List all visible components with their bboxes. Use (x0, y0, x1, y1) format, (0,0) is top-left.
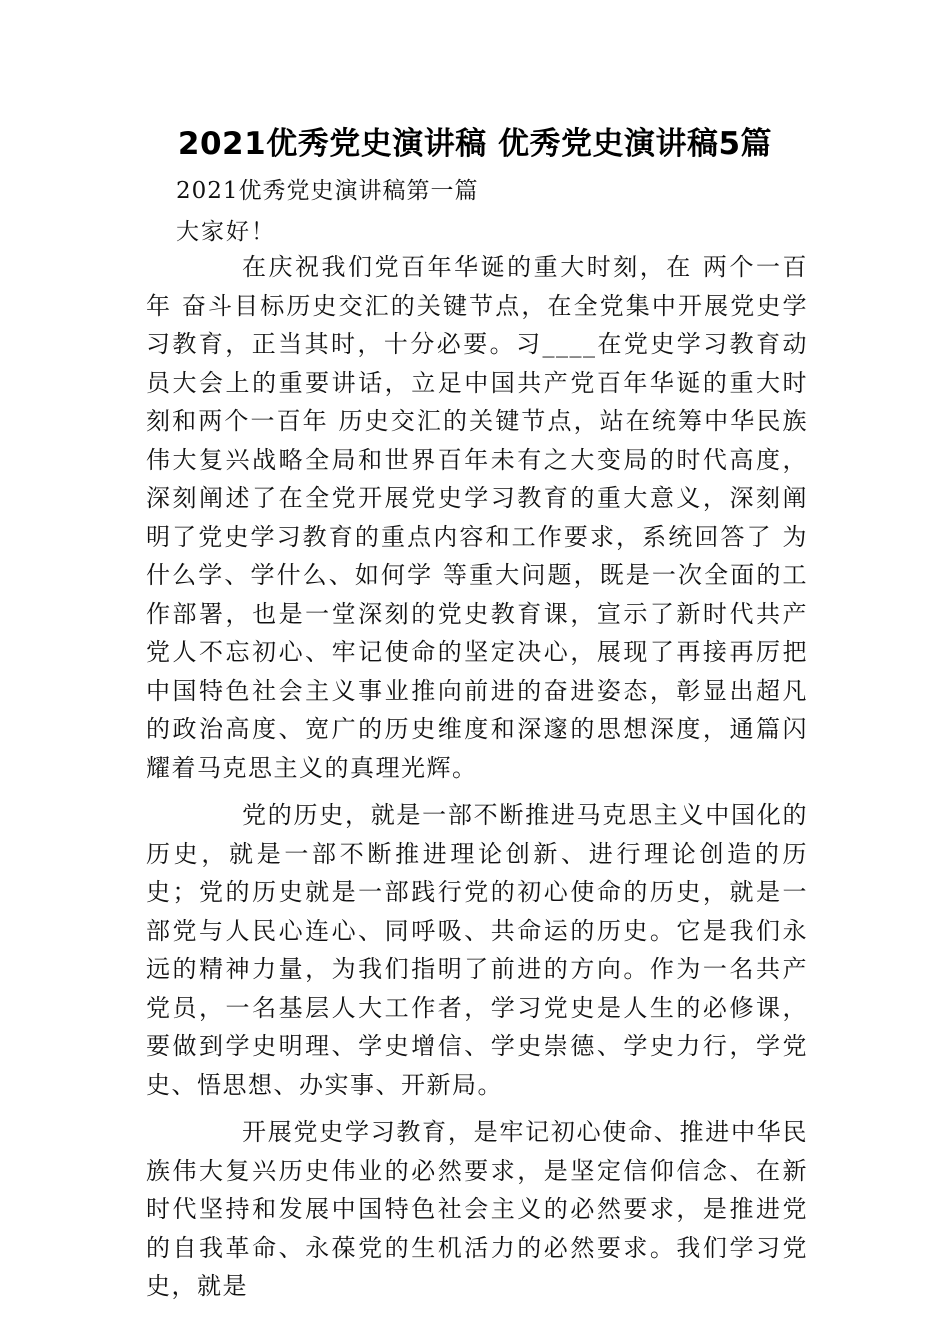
section-heading: 2021优秀党史演讲稿第一篇 (176, 178, 479, 204)
paragraph-2: 党的历史，就是一部不断推进马克思主义中国化的历史，就是一部不断推进理论创新、进行理论创造的历史；党的历史就是一部践行党的初心使命的历史，就是一部党与人民心连心、同呼吸、共命运的历史。它是我们永远的精神力量，为我们指明了前进的方向。作为一名共产党员，一名基层人大工作者，学习党史是人生的必修课，要做到学史明理、学史增信、学史崇德、学史力行，学党史、悟思想、办实事、开新局。 (146, 801, 808, 1099)
body-text (146, 248, 808, 1306)
paragraph-1: 在庆祝我们党百年华诞的重大时刻，在 两个一百年 奋斗目标历史交汇的关键节点，在全党集中开展党史学习教育，正当其时，十分必要。习____在党史学习教育动员大会上的重要讲话，立足中国共产党百年华诞的重大时刻和两个一百年 历史交汇的关键节点，站在统筹中华民族伟大复兴战略全局和世界百年未有之大变局的时代高度，深刻阐述了在全党开展党史学习教育的重大意义，深刻阐明了党史学习教育的重点内容和工作要求，系统回答了 为什么学、学什么、如何学 等重大问题，既是一次全面的工作部署，也是一堂深刻的党史教育课，宣示了新时代共产党人不忘初心、牢记使命的坚定决心，展现了再接再厉把中国特色社会主义事业推向前进的奋进姿态，彰显出超凡的政治高度、宽广的历史维度和深邃的思想深度，通篇闪耀着马克思主义的真理光辉。 (146, 253, 808, 782)
greeting-line: 大家好！ (176, 219, 276, 245)
paragraph-3: 开展党史学习教育，是牢记初心使命、推进中华民族伟大复兴历史伟业的必然要求，是坚定信仰信念、在新时代坚持和发展中国特色社会主义的必然要求，是推进党的自我革命、永葆党的生机活力的必然要求。我们学习党史，就是 (146, 1118, 808, 1300)
document-title: 2021优秀党史演讲稿 优秀党史演讲稿5篇 (177, 126, 773, 162)
